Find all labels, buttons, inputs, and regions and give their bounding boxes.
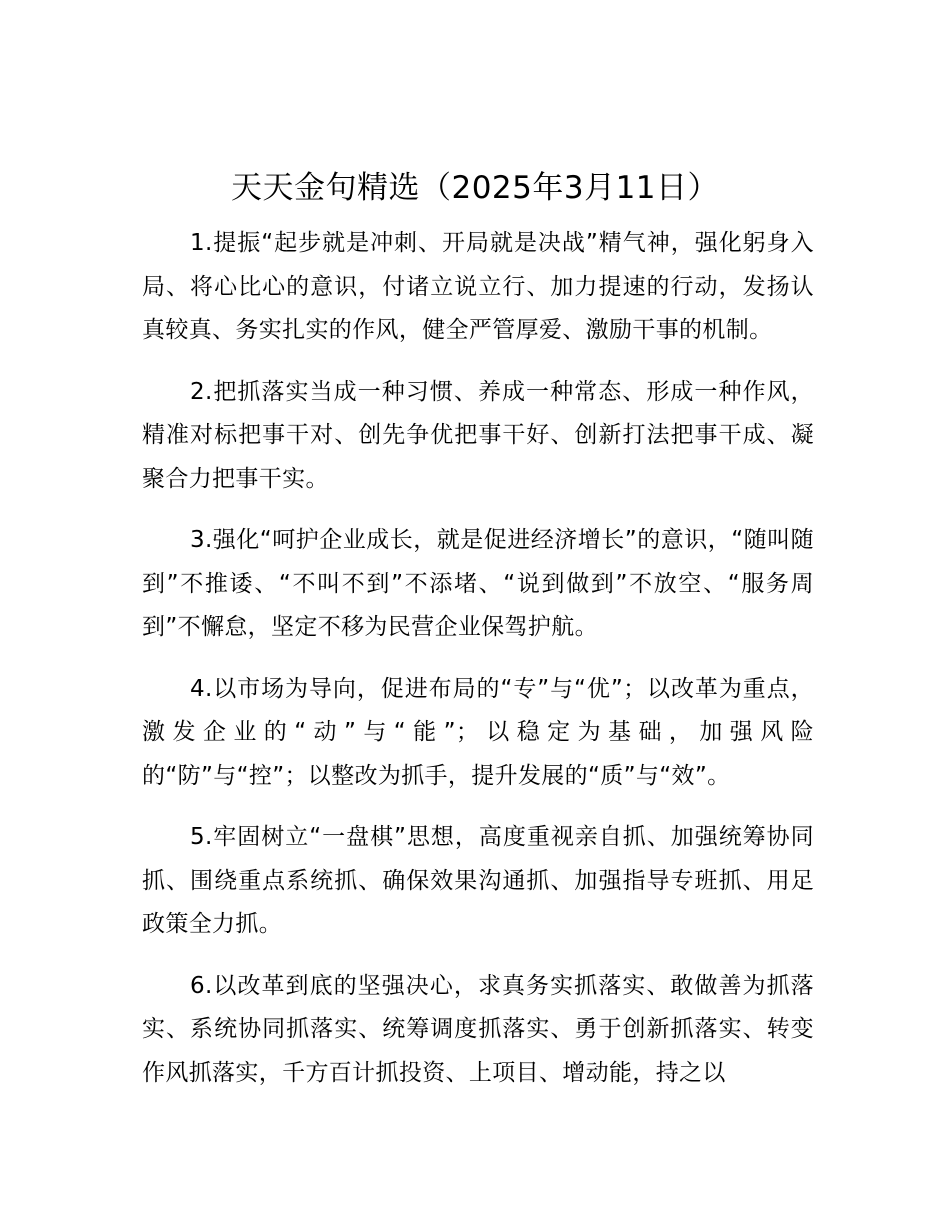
paragraph-4: 4.以市场为导向，促进布局的“专”与“优”；以改革为重点，激发企业的“动”与“能”；以稳定为基础，加强风险的“防”与“控”；以整改为抓手，提升发展的“质”与“效”。 bbox=[142, 675, 814, 789]
paragraph-2: 2.把抓落实当成一种习惯、养成一种常态、形成一种作风，精准对标把事干对、创先争优把事干好、创新打法把事干成、凝聚合力把事干实。 bbox=[142, 378, 814, 492]
paragraph-1: 1.提振“起步就是冲刺、开局就是决战”精气神，强化躬身入局、将心比心的意识，付诸立说立行、加力提速的行动，发扬认真较真、务实扎实的作风，健全严管厚爱、激励干事的机制。 bbox=[142, 230, 814, 343]
paragraph-3: 3.强化“呵护企业成长，就是促进经济增长”的意识，“随叫随到”不推诿、“不叫不到”不添堵、“说到做到”不放空、“服务周到”不懈怠，坚定不移为民营企业保驾护航。 bbox=[142, 527, 814, 640]
paragraph-6: 6.以改革到底的坚强决心，求真务实抓落实、敢做善为抓落实、系统协同抓落实、统筹调度抓落实、勇于创新抓落实、转变作风抓落实，千方百计抓投资、上项目、增动能，持之以 bbox=[142, 972, 814, 1086]
page-title: 天天金句精选（2025年3月11日） bbox=[230, 170, 720, 206]
paragraph-5: 5.牢固树立“一盘棋”思想，高度重视亲自抓、加强统筹协同抓、围绕重点系统抓、确保效果沟通抓、加强指导专班抓、用足政策全力抓。 bbox=[142, 824, 814, 937]
document-body bbox=[142, 222, 814, 1113]
